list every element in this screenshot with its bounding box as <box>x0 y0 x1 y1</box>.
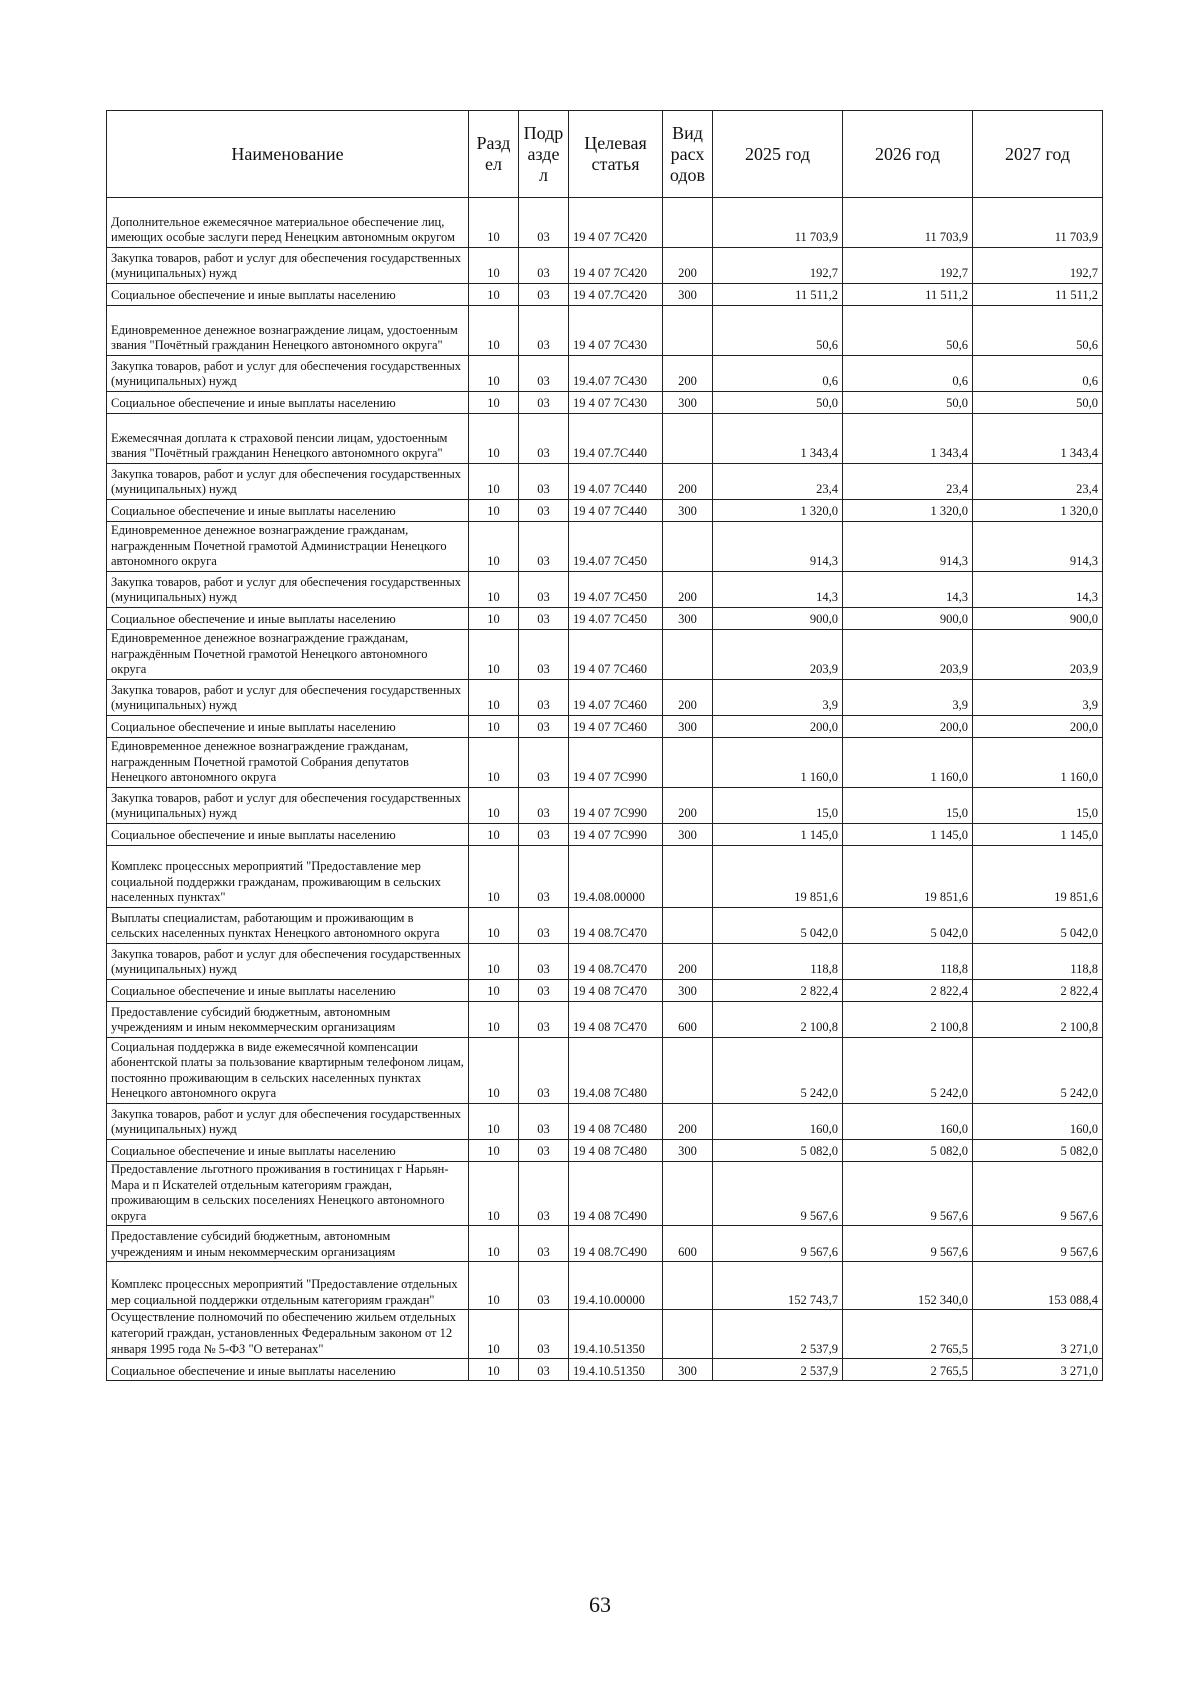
row-celevaya-statya: 19.4.10.00000 <box>569 1262 663 1310</box>
row-value-2027: 14,3 <box>973 572 1103 608</box>
row-celevaya-statya: 19.4.10.51350 <box>569 1359 663 1381</box>
row-value-2027: 192,7 <box>973 248 1103 284</box>
table-row <box>107 824 1103 846</box>
row-value-2026: 3,9 <box>843 680 973 716</box>
row-value-2025: 9 567,6 <box>713 1226 843 1262</box>
row-name: Социальное обеспечение и иные выплаты населению <box>107 284 469 306</box>
row-celevaya-statya: 19 4 08.7С470 <box>569 944 663 980</box>
row-podrazdel: 03 <box>519 1310 569 1359</box>
row-value-2025: 23,4 <box>713 464 843 500</box>
header-2027: 2027 год <box>973 111 1103 198</box>
row-vid-rashodov <box>663 1262 713 1310</box>
row-vid-rashodov: 200 <box>663 680 713 716</box>
row-vid-rashodov: 200 <box>663 944 713 980</box>
row-razdel: 10 <box>469 198 519 248</box>
row-celevaya-statya: 19 4 07 7С990 <box>569 824 663 846</box>
row-celevaya-statya: 19.4.07 7С450 <box>569 522 663 572</box>
header-2026: 2026 год <box>843 111 973 198</box>
row-value-2025: 0,6 <box>713 356 843 392</box>
row-razdel: 10 <box>469 1104 519 1140</box>
row-podrazdel: 03 <box>519 846 569 908</box>
row-vid-rashodov <box>663 306 713 356</box>
row-razdel: 10 <box>469 248 519 284</box>
row-value-2027: 2 822,4 <box>973 980 1103 1002</box>
row-razdel: 10 <box>469 980 519 1002</box>
row-razdel: 10 <box>469 392 519 414</box>
table-row <box>107 608 1103 630</box>
row-vid-rashodov: 200 <box>663 248 713 284</box>
row-value-2027: 9 567,6 <box>973 1162 1103 1226</box>
table-row <box>107 908 1103 944</box>
row-podrazdel: 03 <box>519 356 569 392</box>
row-vid-rashodov: 200 <box>663 788 713 824</box>
row-value-2025: 1 145,0 <box>713 824 843 846</box>
row-celevaya-statya: 19.4.08.00000 <box>569 846 663 908</box>
row-razdel: 10 <box>469 572 519 608</box>
row-podrazdel: 03 <box>519 1226 569 1262</box>
row-razdel: 10 <box>469 1162 519 1226</box>
row-value-2027: 0,6 <box>973 356 1103 392</box>
row-name: Социальное обеспечение и иные выплаты населению <box>107 500 469 522</box>
table-row <box>107 572 1103 608</box>
row-vid-rashodov <box>663 1310 713 1359</box>
row-razdel: 10 <box>469 1226 519 1262</box>
row-razdel: 10 <box>469 1038 519 1104</box>
row-name: Закупка товаров, работ и услуг для обеспечения государственных (муниципальных) нужд <box>107 464 469 500</box>
row-celevaya-statya: 19 4 08.7С470 <box>569 908 663 944</box>
row-value-2025: 11 511,2 <box>713 284 843 306</box>
table-row <box>107 1359 1103 1381</box>
row-podrazdel: 03 <box>519 522 569 572</box>
row-name: Единовременное денежное вознаграждение гражданам, награжденным Почетной грамотой Администрации Ненецкого автономного округа <box>107 522 469 572</box>
row-razdel: 10 <box>469 1002 519 1038</box>
row-value-2027: 1 343,4 <box>973 414 1103 464</box>
table-row <box>107 1002 1103 1038</box>
row-celevaya-statya: 19 4 07 7С430 <box>569 306 663 356</box>
row-podrazdel: 03 <box>519 908 569 944</box>
row-value-2026: 2 822,4 <box>843 980 973 1002</box>
row-value-2027: 1 145,0 <box>973 824 1103 846</box>
header-celevaya-statya: Целевая статья <box>569 111 663 198</box>
row-value-2026: 11 511,2 <box>843 284 973 306</box>
row-name: Закупка товаров, работ и услуг для обеспечения государственных (муниципальных) нужд <box>107 572 469 608</box>
row-name: Закупка товаров, работ и услуг для обеспечения государственных (муниципальных) нужд <box>107 1104 469 1140</box>
row-celevaya-statya: 19 4.07 7С450 <box>569 608 663 630</box>
row-value-2025: 900,0 <box>713 608 843 630</box>
row-vid-rashodov: 200 <box>663 464 713 500</box>
row-name: Закупка товаров, работ и услуг для обеспечения государственных (муниципальных) нужд <box>107 680 469 716</box>
row-value-2027: 23,4 <box>973 464 1103 500</box>
row-vid-rashodov: 300 <box>663 608 713 630</box>
table-row <box>107 392 1103 414</box>
row-name: Закупка товаров, работ и услуг для обеспечения государственных (муниципальных) нужд <box>107 944 469 980</box>
row-razdel: 10 <box>469 716 519 738</box>
table-row <box>107 248 1103 284</box>
row-value-2027: 3,9 <box>973 680 1103 716</box>
row-celevaya-statya: 19 4.07 7С460 <box>569 680 663 716</box>
row-celevaya-statya: 19 4 07 7С460 <box>569 716 663 738</box>
row-celevaya-statya: 19.4 07.7С440 <box>569 414 663 464</box>
row-celevaya-statya: 19 4 07.7С420 <box>569 284 663 306</box>
row-value-2025: 11 703,9 <box>713 198 843 248</box>
row-value-2026: 50,6 <box>843 306 973 356</box>
row-vid-rashodov <box>663 1162 713 1226</box>
row-razdel: 10 <box>469 1140 519 1162</box>
row-razdel: 10 <box>469 824 519 846</box>
row-celevaya-statya: 19 4 07 7С420 <box>569 198 663 248</box>
header-2025: 2025 год <box>713 111 843 198</box>
row-podrazdel: 03 <box>519 414 569 464</box>
row-value-2027: 19 851,6 <box>973 846 1103 908</box>
row-value-2026: 5 042,0 <box>843 908 973 944</box>
row-value-2026: 200,0 <box>843 716 973 738</box>
table-row <box>107 630 1103 680</box>
row-vid-rashodov: 300 <box>663 980 713 1002</box>
header-podrazdel: Подр азде л <box>519 111 569 198</box>
row-vid-rashodov <box>663 1038 713 1104</box>
table-row <box>107 306 1103 356</box>
table-row <box>107 1226 1103 1262</box>
row-podrazdel: 03 <box>519 738 569 788</box>
row-podrazdel: 03 <box>519 464 569 500</box>
table-row <box>107 1038 1103 1104</box>
row-value-2025: 118,8 <box>713 944 843 980</box>
row-value-2026: 160,0 <box>843 1104 973 1140</box>
row-razdel: 10 <box>469 630 519 680</box>
row-razdel: 10 <box>469 356 519 392</box>
row-value-2025: 2 537,9 <box>713 1310 843 1359</box>
row-vid-rashodov: 300 <box>663 824 713 846</box>
row-vid-rashodov: 300 <box>663 392 713 414</box>
row-podrazdel: 03 <box>519 1162 569 1226</box>
row-name: Социальное обеспечение и иные выплаты населению <box>107 608 469 630</box>
row-podrazdel: 03 <box>519 716 569 738</box>
row-value-2025: 192,7 <box>713 248 843 284</box>
row-value-2025: 9 567,6 <box>713 1162 843 1226</box>
row-value-2027: 160,0 <box>973 1104 1103 1140</box>
row-value-2026: 1 343,4 <box>843 414 973 464</box>
row-celevaya-statya: 19 4 07 7С990 <box>569 738 663 788</box>
row-name: Предоставление субсидий бюджетным, автономным учреждениям и иным некоммерческим организациям <box>107 1002 469 1038</box>
row-value-2027: 153 088,4 <box>973 1262 1103 1310</box>
row-razdel: 10 <box>469 846 519 908</box>
row-value-2025: 5 242,0 <box>713 1038 843 1104</box>
row-vid-rashodov: 600 <box>663 1002 713 1038</box>
row-podrazdel: 03 <box>519 680 569 716</box>
row-value-2025: 15,0 <box>713 788 843 824</box>
table-row <box>107 716 1103 738</box>
row-podrazdel: 03 <box>519 1140 569 1162</box>
row-razdel: 10 <box>469 284 519 306</box>
row-value-2026: 2 765,5 <box>843 1310 973 1359</box>
row-value-2025: 50,0 <box>713 392 843 414</box>
row-value-2025: 14,3 <box>713 572 843 608</box>
row-value-2027: 11 703,9 <box>973 198 1103 248</box>
table-row <box>107 500 1103 522</box>
row-value-2027: 203,9 <box>973 630 1103 680</box>
row-vid-rashodov <box>663 630 713 680</box>
row-value-2025: 152 743,7 <box>713 1262 843 1310</box>
row-name: Единовременное денежное вознаграждение гражданам, награждённым Почетной грамотой Ненецкого автономного округа <box>107 630 469 680</box>
row-name: Социальное обеспечение и иные выплаты населению <box>107 716 469 738</box>
row-name: Закупка товаров, работ и услуг для обеспечения государственных (муниципальных) нужд <box>107 248 469 284</box>
row-value-2026: 9 567,6 <box>843 1226 973 1262</box>
row-value-2025: 19 851,6 <box>713 846 843 908</box>
table-row <box>107 1262 1103 1310</box>
row-name: Выплаты специалистам, работающим и проживающим в сельских населенных пунктах Ненецкого автономного округа <box>107 908 469 944</box>
row-vid-rashodov <box>663 198 713 248</box>
table-row <box>107 522 1103 572</box>
table-row <box>107 1140 1103 1162</box>
row-name: Комплекс процессных мероприятий "Предоставление отдельных мер социальной поддержки отдельным категориям граждан" <box>107 1262 469 1310</box>
table-header-row <box>107 111 1103 198</box>
budget-table <box>106 110 1103 1381</box>
row-value-2027: 118,8 <box>973 944 1103 980</box>
row-value-2026: 50,0 <box>843 392 973 414</box>
row-celevaya-statya: 19 4 07 7С460 <box>569 630 663 680</box>
row-celevaya-statya: 19.4.07 7С430 <box>569 356 663 392</box>
row-value-2025: 3,9 <box>713 680 843 716</box>
row-razdel: 10 <box>469 306 519 356</box>
row-name: Социальное обеспечение и иные выплаты населению <box>107 1140 469 1162</box>
page-number: 63 <box>589 1592 611 1617</box>
row-vid-rashodov: 200 <box>663 356 713 392</box>
row-vid-rashodov <box>663 846 713 908</box>
table-row <box>107 788 1103 824</box>
row-value-2026: 2 765,5 <box>843 1359 973 1381</box>
row-razdel: 10 <box>469 944 519 980</box>
row-value-2027: 914,3 <box>973 522 1103 572</box>
row-value-2025: 50,6 <box>713 306 843 356</box>
row-value-2027: 3 271,0 <box>973 1310 1103 1359</box>
row-celevaya-statya: 19 4 08.7С490 <box>569 1226 663 1262</box>
row-name: Социальное обеспечение и иные выплаты населению <box>107 980 469 1002</box>
row-name: Осуществление полномочий по обеспечению жильем отдельных категорий граждан, установленных Федеральным законом от 12 января 1995 года № 5-ФЗ "О ветеранах" <box>107 1310 469 1359</box>
row-value-2026: 914,3 <box>843 522 973 572</box>
table-row <box>107 846 1103 908</box>
table-row <box>107 414 1103 464</box>
row-vid-rashodov: 300 <box>663 1140 713 1162</box>
row-value-2025: 2 100,8 <box>713 1002 843 1038</box>
table-row <box>107 198 1103 248</box>
row-value-2027: 1 160,0 <box>973 738 1103 788</box>
row-value-2025: 1 160,0 <box>713 738 843 788</box>
row-celevaya-statya: 19 4 07 7С420 <box>569 248 663 284</box>
row-value-2026: 15,0 <box>843 788 973 824</box>
row-value-2025: 1 320,0 <box>713 500 843 522</box>
row-name: Закупка товаров, работ и услуг для обеспечения государственных (муниципальных) нужд <box>107 788 469 824</box>
row-value-2025: 2 822,4 <box>713 980 843 1002</box>
row-vid-rashodov: 600 <box>663 1226 713 1262</box>
row-value-2027: 50,6 <box>973 306 1103 356</box>
row-value-2027: 11 511,2 <box>973 284 1103 306</box>
row-podrazdel: 03 <box>519 1359 569 1381</box>
table-row <box>107 1310 1103 1359</box>
row-razdel: 10 <box>469 1310 519 1359</box>
row-value-2026: 1 160,0 <box>843 738 973 788</box>
table-row <box>107 680 1103 716</box>
row-vid-rashodov: 300 <box>663 1359 713 1381</box>
row-name: Социальное обеспечение и иные выплаты населению <box>107 392 469 414</box>
row-celevaya-statya: 19.4.08 7С480 <box>569 1038 663 1104</box>
row-value-2027: 5 242,0 <box>973 1038 1103 1104</box>
row-value-2026: 5 082,0 <box>843 1140 973 1162</box>
row-name: Закупка товаров, работ и услуг для обеспечения государственных (муниципальных) нужд <box>107 356 469 392</box>
table-row <box>107 1162 1103 1226</box>
row-celevaya-statya: 19 4 08 7С490 <box>569 1162 663 1226</box>
row-value-2027: 200,0 <box>973 716 1103 738</box>
row-podrazdel: 03 <box>519 980 569 1002</box>
row-value-2026: 118,8 <box>843 944 973 980</box>
row-value-2025: 1 343,4 <box>713 414 843 464</box>
row-podrazdel: 03 <box>519 392 569 414</box>
header-name: Наименование <box>107 111 469 198</box>
row-razdel: 10 <box>469 1262 519 1310</box>
row-celevaya-statya: 19 4 07 7С430 <box>569 392 663 414</box>
row-name: Ежемесячная доплата к страховой пенсии лицам, удостоенным звания "Почётный гражданин Ненецкого автономного округа" <box>107 414 469 464</box>
row-podrazdel: 03 <box>519 1002 569 1038</box>
table-body <box>107 198 1103 1381</box>
row-value-2026: 1 320,0 <box>843 500 973 522</box>
row-celevaya-statya: 19.4.10.51350 <box>569 1310 663 1359</box>
row-value-2026: 900,0 <box>843 608 973 630</box>
row-podrazdel: 03 <box>519 500 569 522</box>
row-razdel: 10 <box>469 500 519 522</box>
row-vid-rashodov: 300 <box>663 716 713 738</box>
row-value-2025: 2 537,9 <box>713 1359 843 1381</box>
row-value-2026: 5 242,0 <box>843 1038 973 1104</box>
row-podrazdel: 03 <box>519 572 569 608</box>
row-razdel: 10 <box>469 522 519 572</box>
row-value-2026: 9 567,6 <box>843 1162 973 1226</box>
row-value-2026: 19 851,6 <box>843 846 973 908</box>
table-row <box>107 980 1103 1002</box>
row-name: Социальная поддержка в виде ежемесячной компенсации абонентской платы за пользование квартирным телефоном лицам, постоянно проживающим в сельских населенных пунктах Ненецкого автономного округа <box>107 1038 469 1104</box>
row-podrazdel: 03 <box>519 284 569 306</box>
row-celevaya-statya: 19 4 07 7С990 <box>569 788 663 824</box>
row-value-2027: 900,0 <box>973 608 1103 630</box>
row-value-2025: 5 082,0 <box>713 1140 843 1162</box>
row-celevaya-statya: 19 4 08 7С480 <box>569 1140 663 1162</box>
row-value-2025: 5 042,0 <box>713 908 843 944</box>
row-name: Комплекс процессных мероприятий "Предоставление мер социальной поддержки гражданам, проживающим в сельских населенных пунктах" <box>107 846 469 908</box>
row-value-2026: 0,6 <box>843 356 973 392</box>
row-name: Единовременное денежное вознаграждение лицам, удостоенным звания "Почётный гражданин Ненецкого автономного округа" <box>107 306 469 356</box>
row-name: Дополнительное ежемесячное материальное обеспечение лиц, имеющих особые заслуги перед Ненецким автономным округом <box>107 198 469 248</box>
row-celevaya-statya: 19 4 08 7С470 <box>569 980 663 1002</box>
row-value-2025: 914,3 <box>713 522 843 572</box>
row-name: Предоставление льготного проживания в гостиницах г Нарьян-Мара и п Искателей отдельным категориям граждан, проживающим в сельских поселениях Ненецкого автономного округа <box>107 1162 469 1226</box>
row-podrazdel: 03 <box>519 608 569 630</box>
row-vid-rashodov <box>663 414 713 464</box>
row-razdel: 10 <box>469 414 519 464</box>
row-razdel: 10 <box>469 680 519 716</box>
header-vid-rashodov: Вид расх одов <box>663 111 713 198</box>
row-podrazdel: 03 <box>519 248 569 284</box>
row-vid-rashodov <box>663 908 713 944</box>
table-row <box>107 356 1103 392</box>
row-razdel: 10 <box>469 788 519 824</box>
table-row <box>107 944 1103 980</box>
row-value-2026: 192,7 <box>843 248 973 284</box>
row-value-2027: 2 100,8 <box>973 1002 1103 1038</box>
row-vid-rashodov: 200 <box>663 572 713 608</box>
row-razdel: 10 <box>469 1359 519 1381</box>
row-name: Социальное обеспечение и иные выплаты населению <box>107 1359 469 1381</box>
row-vid-rashodov <box>663 738 713 788</box>
row-value-2027: 5 042,0 <box>973 908 1103 944</box>
row-podrazdel: 03 <box>519 788 569 824</box>
row-celevaya-statya: 19 4 08 7С470 <box>569 1002 663 1038</box>
row-value-2027: 5 082,0 <box>973 1140 1103 1162</box>
row-razdel: 10 <box>469 908 519 944</box>
row-vid-rashodov: 300 <box>663 500 713 522</box>
row-name: Социальное обеспечение и иные выплаты населению <box>107 824 469 846</box>
row-podrazdel: 03 <box>519 944 569 980</box>
table-row <box>107 738 1103 788</box>
row-value-2027: 15,0 <box>973 788 1103 824</box>
row-value-2026: 14,3 <box>843 572 973 608</box>
row-value-2027: 50,0 <box>973 392 1103 414</box>
row-podrazdel: 03 <box>519 306 569 356</box>
row-value-2026: 203,9 <box>843 630 973 680</box>
row-celevaya-statya: 19 4.07 7С450 <box>569 572 663 608</box>
row-value-2027: 3 271,0 <box>973 1359 1103 1381</box>
row-vid-rashodov: 200 <box>663 1104 713 1140</box>
row-podrazdel: 03 <box>519 1038 569 1104</box>
row-celevaya-statya: 19 4 08 7С480 <box>569 1104 663 1140</box>
row-name: Предоставление субсидий бюджетным, автономным учреждениям и иным некоммерческим организациям <box>107 1226 469 1262</box>
row-podrazdel: 03 <box>519 630 569 680</box>
row-value-2025: 160,0 <box>713 1104 843 1140</box>
row-celevaya-statya: 19 4 07 7С440 <box>569 500 663 522</box>
table-row <box>107 1104 1103 1140</box>
table-row <box>107 284 1103 306</box>
row-value-2026: 1 145,0 <box>843 824 973 846</box>
row-value-2027: 1 320,0 <box>973 500 1103 522</box>
row-celevaya-statya: 19 4.07 7С440 <box>569 464 663 500</box>
row-vid-rashodov <box>663 522 713 572</box>
row-value-2026: 11 703,9 <box>843 198 973 248</box>
row-value-2025: 200,0 <box>713 716 843 738</box>
row-podrazdel: 03 <box>519 198 569 248</box>
row-razdel: 10 <box>469 608 519 630</box>
table-row <box>107 464 1103 500</box>
row-vid-rashodov: 300 <box>663 284 713 306</box>
row-value-2026: 23,4 <box>843 464 973 500</box>
row-value-2026: 2 100,8 <box>843 1002 973 1038</box>
row-podrazdel: 03 <box>519 824 569 846</box>
row-value-2027: 9 567,6 <box>973 1226 1103 1262</box>
row-name: Единовременное денежное вознаграждение гражданам, награжденным Почетной грамотой Собрания депутатов Ненецкого автономного округа <box>107 738 469 788</box>
row-podrazdel: 03 <box>519 1104 569 1140</box>
row-value-2026: 152 340,0 <box>843 1262 973 1310</box>
row-value-2025: 203,9 <box>713 630 843 680</box>
row-podrazdel: 03 <box>519 1262 569 1310</box>
header-razdel: Разд ел <box>469 111 519 198</box>
row-razdel: 10 <box>469 464 519 500</box>
row-razdel: 10 <box>469 738 519 788</box>
